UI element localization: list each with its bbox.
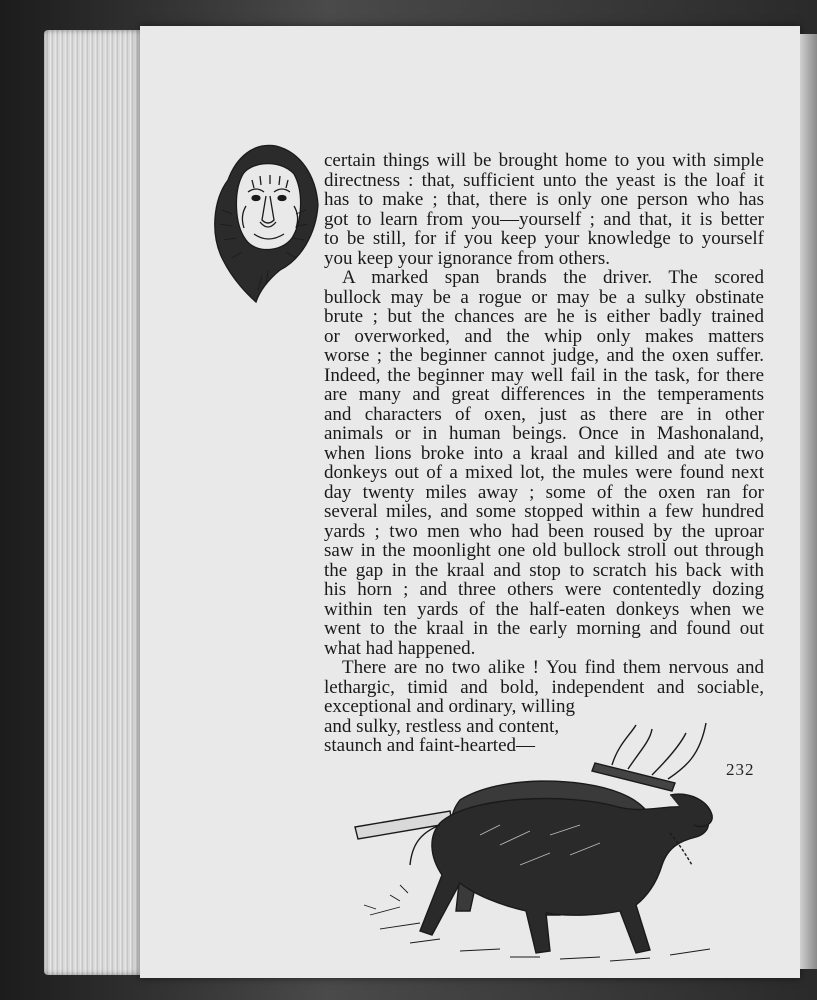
text-line: saw in the moonlight one old bullock stroll out through — [324, 540, 764, 561]
text-line: you keep your ignorance from others. — [324, 247, 610, 269]
text-line: There are no two alike ! You find them nervous and — [342, 657, 764, 678]
text-line: staunch and faint-hearted— — [324, 735, 536, 756]
text-line: to be still, for if you keep your knowledge to yourself — [324, 228, 764, 249]
text-line: within ten yards of the half-eaten donkeys when we — [324, 598, 764, 620]
text-line: worse ; the beginner cannot judge, and the oxen suffer. — [324, 345, 764, 366]
oxen-team-illustration — [350, 715, 740, 965]
text-line: exceptional and ordinary, willing — [324, 696, 575, 717]
text-line: and characters of oxen, just as there are in other — [324, 403, 764, 425]
text-line: A marked span brands the driver. The scored — [342, 267, 764, 288]
text-line: went to the kraal in the early morning and found out — [324, 618, 764, 639]
text-line: the gap in the kraal and stop to scratch his back with — [324, 559, 764, 581]
text-line: Indeed, the beginner may well fail in the task, for there — [324, 364, 764, 386]
text-line: donkeys out of a mixed lot, the mules were found next — [324, 462, 764, 483]
page-body-text — [324, 151, 764, 756]
text-line: directness : that, sufficient unto the yeast is the loaf it — [324, 169, 764, 191]
text-line: when lions broke into a kraal and killed and ate two — [324, 442, 764, 464]
page-number: 232 — [726, 760, 755, 779]
text-line: what had happened. — [324, 637, 476, 659]
text-line: day twenty miles away ; some of the oxen ran for — [324, 481, 764, 503]
text-line: several miles, and some stopped within a few hundred — [324, 501, 764, 522]
text-line: bullock may be a rogue or may be a sulky obstinate — [324, 286, 764, 308]
lion-head-illustration — [208, 140, 324, 306]
text-line: has to make ; that, there is only one person who has — [324, 189, 764, 210]
text-line: brute ; but the chances are he is either badly trained — [324, 306, 764, 327]
text-line: are many and great differences in the temperaments — [324, 384, 764, 405]
text-line: certain things will be brought home to you with simple — [324, 150, 764, 171]
text-line: or overworked, and the whip only makes matters — [324, 325, 764, 347]
text-line: lethargic, timid and bold, independent and sociable, — [324, 676, 764, 698]
text-line: got to learn from you—yourself ; and that, it is better — [324, 208, 764, 230]
text-line: animals or in human beings. Once in Mashonaland, — [324, 423, 764, 444]
text-line: and sulky, restless and content, — [324, 715, 560, 737]
text-line: yards ; two men who had been roused by the uproar — [324, 520, 764, 542]
text-line: his horn ; and three others were contentedly dozing — [324, 579, 764, 600]
page-edges — [44, 30, 148, 975]
book-gutter — [800, 34, 817, 969]
